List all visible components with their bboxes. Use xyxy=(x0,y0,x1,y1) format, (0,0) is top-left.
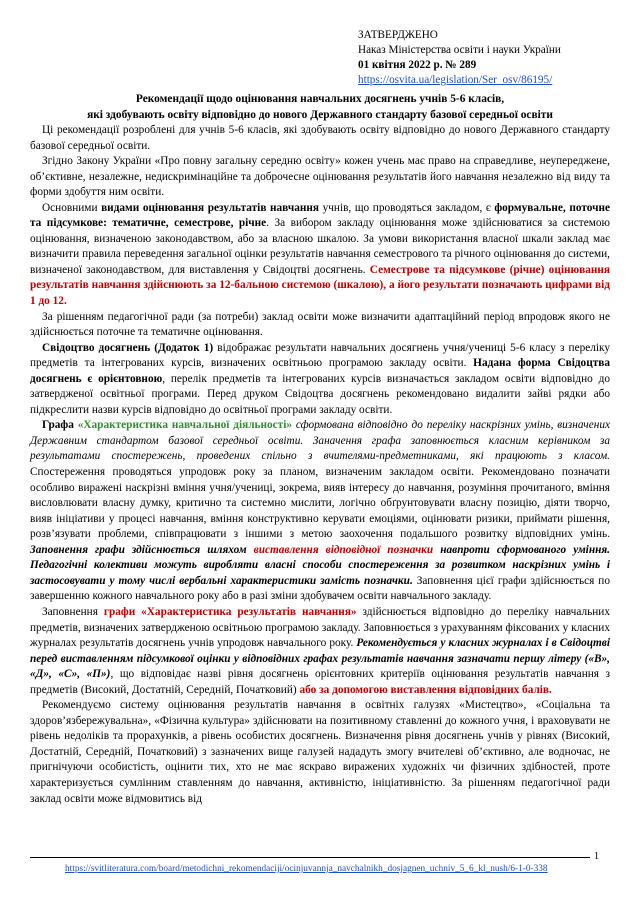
paragraph-certificate xyxy=(30,341,610,419)
text-bold-italic: Заповнення графи здійснюється шляхом xyxy=(30,543,254,556)
text: , що відповідає назві рівня досягнень орієнтовних критеріїв оцінювання результатів навчання з предметів (Високий, Достатній, Середній, Початковий) xyxy=(30,668,610,696)
paragraph-law: Згідно Закону України «Про повну загальну середню освіту» кожен учень має право на справедливе, неупереджене, об’єктивне, незалежне, недискримінаційне та доброчесне оцінювання результатів його навчання незалежно від виду та форми здобуття ним освіти. xyxy=(30,155,610,199)
text-bold-italic: Рекомендується у класних журналах і в Свідоцтві перед виставленням підсумкової оцінки у відповідних графах результатів навчання зазначати першу літеру («В», «Д», «С», «П») xyxy=(30,637,610,681)
approval-order: Наказ Міністерства освіти і науки України xyxy=(358,44,561,56)
title-line-2: які здобувають освіту відповідно до нового Державного стандарту базової середньої освіти xyxy=(87,108,553,121)
text: учнів, що проводяться закладом, є xyxy=(319,201,495,214)
text-bold: видами оцінювання результатів навчання xyxy=(101,201,319,214)
text-bold: формувальне, поточне та підсумкове: тематичне, семестрове, річне xyxy=(30,201,611,230)
paragraph-adaptation: За рішенням педагогічної ради (за потреби) заклад освіти може визначити адаптаційний період впродовж якого не здійснюється поточне та тематичне оцінювання. xyxy=(30,310,610,339)
text-bold: Свідоцтво досягнень (Додаток 1) xyxy=(42,341,214,354)
text: , перелік предметів та інтегрованих курсів визначається закладом освіти відповідно до затвердженої освітньої програми. Перед друком Свідоцтва досягнень рекомендовано видалити зайві рядки або підкреслити назви курсів відповідно до освітньої програми закладу освіти. xyxy=(30,372,610,416)
approval-link[interactable]: https://osvita.ua/legislation/Ser_osv/86195/ xyxy=(358,74,553,86)
text: . За вибором закладу оцінювання може здійснюватися за системою оцінювання, визначеною законодавством, або за власною шкалою. За умови використання власної шкали заклад має визначити правила переведення загальної оцінки результатів навчання семестрового та річного оцінювання до системи, визначеної законодавством, для виставлення у Свідоцтві досягнень. xyxy=(30,217,610,276)
text: Заповнення xyxy=(42,605,104,618)
paragraph-activity-column xyxy=(30,418,610,605)
text-highlight-red: Семестрове та підсумкове (річне) оцінювання результатів навчання здійснюють за 12-бальною системою (шкалою), а його результати позначають цифрами від 1 до 12. xyxy=(30,263,610,308)
approval-block xyxy=(358,28,618,88)
document-body xyxy=(30,123,610,807)
paragraph-assessment-types xyxy=(30,201,610,310)
text-bold: Надана форма Свідоцтва досягнень є орієнтовною xyxy=(30,357,611,385)
page-number: 1 xyxy=(594,851,599,862)
text-italic: сформована відповідно до переліку наскрізних умінь, визначених Державним стандартом базової середньої освіти. Заначення графа заповнюється класним керівником за результатами спостережень, проведених спільно з вчителями-предметниками, які працюють з класом. xyxy=(30,419,610,463)
text-bold-italic: навпроти сформованого уміння. Педагогічні колективи можуть виробляти власні способи спостереження за розвитком наскрізних умінь і застосовувати у тому числі вербальні характеристики замість позначки. xyxy=(30,543,611,587)
title-line-1: Рекомендації щодо оцінювання навчальних досягнень учнів 5-6 класів, xyxy=(135,93,505,105)
approval-date: 01 квітня 2022 р. № 289 xyxy=(358,59,477,71)
approval-label: ЗАТВЕРДЖЕНО xyxy=(358,29,438,41)
paragraph-intro: Ці рекомендації розроблені для учнів 5-6 класів, які здобувають освіту відповідно до нового Державного стандарту базової середньої освіти. xyxy=(30,124,610,152)
footer-divider xyxy=(30,857,590,858)
footer-source-link[interactable]: https://svitliteratura.com/board/metodichni_rekomendaciji/ocinjuvannja_navchalnikh_dosjagnen_uchniv_5_6_kl_nush/6-1-0-338 xyxy=(65,864,548,874)
paragraph-results-column xyxy=(30,605,610,698)
text: Заповнення цієї графи здійснюється по завершенню кожного навчального року або в разі зміни здобувачем освіти навчального закладу. xyxy=(30,574,610,603)
text: здійснюється відповідно до переліку навчальних предметів, визначених затвердженою освітньою програмою закладу. Заповнюється з урахуванням фіксованих у класних журналах результатів досягнень учнів упродовж навчального року. xyxy=(30,605,610,650)
text-highlight-red: графи «Характеристика результатів навчання» xyxy=(103,605,357,618)
text: Спостереження проводяться упродовж року за планом, визначеним закладом освіти. Рекомендовано позначати особливо виражені наскрізні вміння учня/учениці, зокрема, вияв інтересу до навчання, розуміння прочитаного, вміння висловлювати власну думку, критично та системно мислити, логічно обґрунтовувати власну позицію, діяти творчо, вияв ініціативи у процесі навчання, вміння конструктивно керувати емоціями, оцінювати ризики, приймати рішення, розв’язувати проблеми, співпрацювати з іншими з метою заохочення подальшого розвитку відповідних умінь. xyxy=(30,466,610,541)
paragraph-recommendation: Рекомендуємо систему оцінювання результатів навчання в освітніх галузях «Мистецтво», «Соціальна та здоров’язбережувальна», «Фізична культура» здійснювати на позитивному ставленні до кожного учня, і враховувати не рівень недоліків та прорахунків, а рівень особистих досягнень. Визначення рівня досягнень учнів у рівнях (Високий, Достатній, Середній, Початковий) з зазначених вище галузей нададуть змогу вчителеві об’єктивно, але водночас, не пригнічуючи особистість, оцінити тих, хто не має яскраво виражених художніх чи фізичних здібностей, проте характеризується сумлінним ставленням до навчання, активністю, ініціативністю. За рішенням педагогічної ради заклад освіти може відмовитись від xyxy=(30,699,610,805)
document-title xyxy=(30,92,610,123)
text-highlight-red: або за допомогою виставлення відповідних балів. xyxy=(299,683,552,696)
text-highlight-green: «Характеристика навчальної діяльності» xyxy=(77,419,293,432)
text: Основними xyxy=(42,201,102,214)
text-highlight-red: виставлення відповідної позначки xyxy=(253,543,434,556)
text-bold: Графа xyxy=(42,419,78,432)
text: відображає результати навчальних досягнень учня/учениці 5-6 класу з переліку предметів та інтегрованих курсів, визначених освітньою програмою закладу освіти. xyxy=(30,341,610,370)
